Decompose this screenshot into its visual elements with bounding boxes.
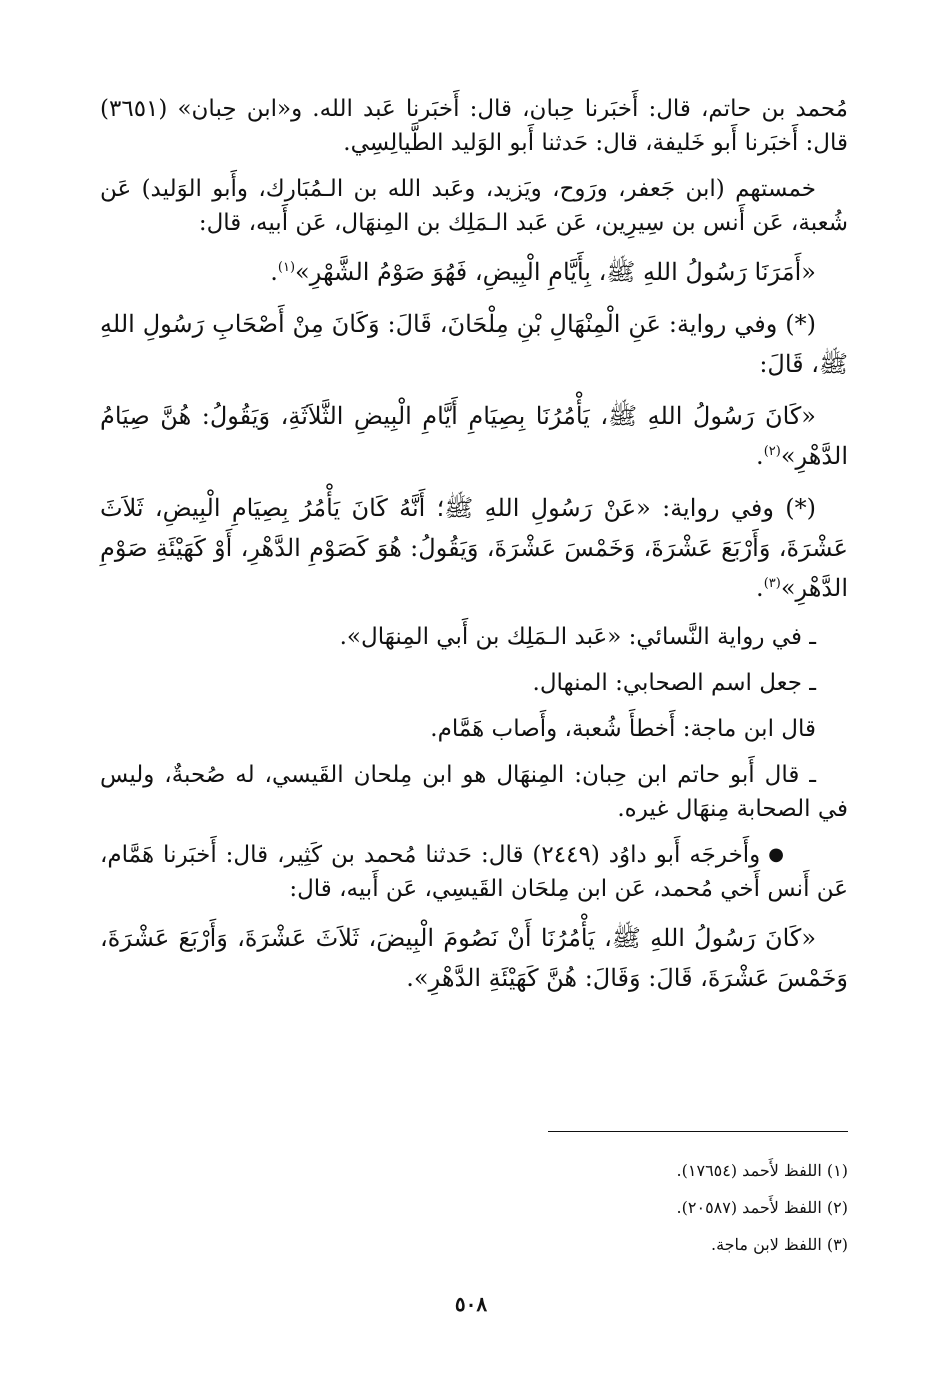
footnote-ref-1: (١) [277, 260, 296, 275]
variant-narration-2-body: (*) وفي رواية: «عَنْ رَسُولِ اللهِ ﷺ؛ أَنَّهُ كَانَ يَأْمُرُ بِصِيَامِ الْبِيضِ، ثَلاَثَ عَشْرَةَ، وَأَرْبَعَ عَشْرَةَ، وَخَمْسَ عَشْرَةَ، وَيَقُولُ: هُوَ كَصَوْمِ الدَّهْرِ، أَوْ كَهَيْئَةِ صَوْمِ الدَّهْرِ» [100, 494, 848, 602]
variant-narration-1: (*) وفي رواية: عَنِ الْمِنْهَالِ بْنِ مِلْحَانَ، قَالَ: وَكَانَ مِنْ أَصْحَابِ رَسُولِ اللهِ ﷺ، قَالَ: [100, 310, 848, 378]
footnotes [548, 1152, 848, 1263]
note-sahabi: ـ جعل اسم الصحابي: المنهال. [532, 670, 816, 696]
note-nasai: ـ في رواية النَّسائي: «عَبد الـمَلِك بن أَبي المِنهَال». [339, 624, 816, 650]
abu-dawud-paragraph [100, 838, 848, 906]
bullet-icon: ● [768, 844, 785, 865]
isnad-paragraph-2: خمستهم (ابن جَعفر، ورَوح، ويَزيد، وعَبد الله بن الـمُبَارك، وأَبو الوَليد) عَن شُعبة، عَن أَنس بن سِيرِين، عَن عَبد الـمَلِك بن المِنهَال، عَن أَبيه، قال: [100, 176, 848, 236]
hadith-text-2-body: «كَانَ رَسُولُ اللهِ ﷺ، يَأْمُرُنَا بِصِيَامِ أَيَّامِ الْبِيضِ الثَّلاَثَةِ، وَيَقُولُ: هُنَّ صِيَامُ الدَّهْرِ» [100, 402, 848, 470]
hadith-text-1-end: . [270, 258, 278, 286]
note-ibn-hibban: ـ قال أَبو حاتم ابن حِبان: المِنهَال هو ابن مِلحان القَيسي، له صُحبةٌ، وليس في الصحابة مِنهَال غيره. [100, 762, 848, 822]
variant-narration-2 [100, 488, 848, 608]
page-number: ٥٠٨ [454, 1292, 488, 1316]
hadith-text-1-body: «أَمَرَنَا رَسُولُ اللهِ ﷺ، بِأَيَّامِ الْبِيضِ، فَهُوَ صَوْمُ الشَّهْرِ» [295, 258, 816, 286]
page-body [100, 92, 848, 1010]
footnote-3: (٣) اللفظ لابن ماجة. [711, 1235, 848, 1254]
main-text [100, 92, 848, 998]
note-ibn-majah: قال ابن ماجة: أَخطأَ شُعبة، وأَصاب هَمَّام. [430, 716, 816, 742]
hadith-text-2-end: . [756, 442, 764, 470]
footnote-ref-3: (٣) [763, 576, 781, 591]
footnote-ref-2: (٢) [763, 444, 781, 459]
hadith-text-2 [100, 396, 848, 476]
abu-dawud-text: وأَخرجَه أَبو داوُد (٢٤٤٩) قال: حَدثنا مُحمد بن كَثِير، قال: أَخبَرنا هَمَّام، عَن أَنس أَخي مُحمد، عَن ابن مِلحَان القَيسِي، عَن أَبيه، قال: [100, 842, 848, 902]
hadith-text-1 [100, 252, 848, 292]
variant-narration-2-end: . [756, 574, 764, 602]
footnote-1: (١) اللفظ لأَحمد (١٧٦٥٤). [676, 1161, 848, 1180]
isnad-paragraph-1: مُحمد بن حاتم، قال: أَخبَرنا حِبان، قال: أَخبَرنا عَبد الله. و«ابن حِبان» (٣٦٥١) قال: أَخبَرنا أَبو خَليفة، قال: حَدثنا أَبو الوَليد الطَّيالِسِي. [100, 96, 848, 156]
footnote-2: (٢) اللفظ لأَحمد (٢٠٥٨٧). [676, 1198, 848, 1217]
footnote-separator [548, 1131, 848, 1132]
hadith-text-3: «كَانَ رَسُولُ اللهِ ﷺ، يَأْمُرُنَا أَنْ نَصُومَ الْبِيضَ، ثَلاَثَ عَشْرَةَ، وَأَرْبَعَ عَشْرَةَ، وَخَمْسَ عَشْرَةَ، قَالَ: وَقَالَ: هُنَّ كَهَيْئَةِ الدَّهْرِ». [100, 924, 848, 992]
